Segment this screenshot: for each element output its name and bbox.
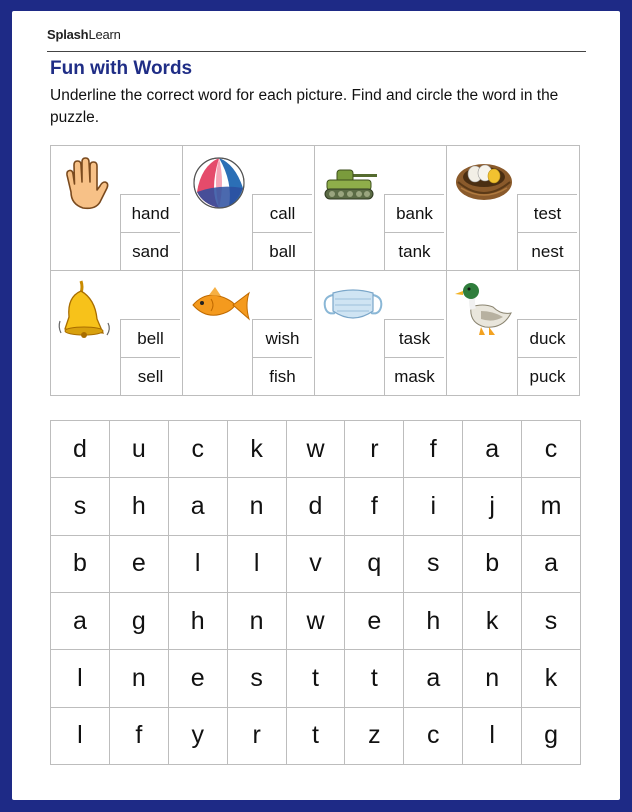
puzzle-letter-cell[interactable]: l — [51, 650, 110, 707]
puzzle-letter-cell[interactable]: n — [463, 650, 522, 707]
puzzle-letter-cell[interactable]: c — [169, 421, 228, 478]
puzzle-letter-cell[interactable]: n — [228, 478, 287, 535]
puzzle-letter-cell[interactable]: q — [345, 536, 404, 593]
picture-cell — [183, 271, 315, 396]
mask-icon — [321, 277, 383, 341]
puzzle-letter-cell[interactable]: g — [110, 593, 169, 650]
puzzle-letter-cell[interactable]: t — [287, 708, 346, 765]
picture-cell — [447, 271, 579, 396]
word-option[interactable]: bank — [385, 195, 444, 233]
puzzle-letter-cell[interactable]: e — [169, 650, 228, 707]
puzzle-letter-cell[interactable]: u — [110, 421, 169, 478]
puzzle-letter-cell[interactable]: k — [522, 650, 581, 707]
puzzle-letter-cell[interactable]: c — [404, 708, 463, 765]
puzzle-letter-cell[interactable]: c — [522, 421, 581, 478]
worksheet-page — [12, 11, 620, 800]
picture-cell — [183, 146, 315, 271]
puzzle-letter-cell[interactable]: b — [463, 536, 522, 593]
puzzle-letter-cell[interactable]: f — [404, 421, 463, 478]
brand-logo: SplashLearn — [47, 27, 121, 42]
puzzle-letter-cell[interactable]: h — [110, 478, 169, 535]
puzzle-letter-cell[interactable]: h — [404, 593, 463, 650]
puzzle-letter-cell[interactable]: y — [169, 708, 228, 765]
word-option[interactable]: hand — [121, 195, 180, 233]
puzzle-letter-cell[interactable]: f — [345, 478, 404, 535]
header-divider — [47, 51, 586, 52]
puzzle-letter-cell[interactable]: a — [169, 478, 228, 535]
word-option[interactable]: nest — [518, 233, 577, 271]
bell-icon — [57, 277, 119, 341]
word-option[interactable]: duck — [518, 320, 577, 358]
picture-cell — [51, 146, 183, 271]
picture-cell — [315, 271, 447, 396]
word-search-puzzle — [50, 420, 581, 765]
puzzle-letter-cell[interactable]: s — [228, 650, 287, 707]
puzzle-letter-cell[interactable]: g — [522, 708, 581, 765]
puzzle-letter-cell[interactable]: n — [228, 593, 287, 650]
picture-cell — [315, 146, 447, 271]
puzzle-letter-cell[interactable]: s — [404, 536, 463, 593]
duck-icon — [453, 277, 515, 341]
puzzle-letter-cell[interactable]: h — [169, 593, 228, 650]
word-option[interactable]: fish — [253, 358, 312, 396]
puzzle-letter-cell[interactable]: l — [169, 536, 228, 593]
puzzle-letter-cell[interactable]: a — [404, 650, 463, 707]
word-option[interactable]: bell — [121, 320, 180, 358]
word-option[interactable]: sell — [121, 358, 180, 396]
picture-cell — [447, 146, 579, 271]
puzzle-letter-cell[interactable]: k — [228, 421, 287, 478]
word-option[interactable]: call — [253, 195, 312, 233]
word-option[interactable]: ball — [253, 233, 312, 271]
word-option[interactable]: test — [518, 195, 577, 233]
instructions-text: Underline the correct word for each picture. Find and circle the word in the puzzle. — [50, 87, 559, 126]
puzzle-letter-cell[interactable]: a — [522, 536, 581, 593]
puzzle-letter-cell[interactable]: t — [287, 650, 346, 707]
word-option[interactable]: mask — [385, 358, 444, 396]
puzzle-letter-cell[interactable]: s — [51, 478, 110, 535]
puzzle-letter-cell[interactable]: l — [463, 708, 522, 765]
word-option[interactable]: task — [385, 320, 444, 358]
puzzle-letter-cell[interactable]: e — [110, 536, 169, 593]
word-option[interactable]: puck — [518, 358, 577, 396]
puzzle-letter-cell[interactable]: d — [51, 421, 110, 478]
nest-icon — [453, 152, 515, 216]
puzzle-letter-cell[interactable]: z — [345, 708, 404, 765]
word-option[interactable]: sand — [121, 233, 180, 271]
picture-cell — [51, 271, 183, 396]
word-option[interactable]: wish — [253, 320, 312, 358]
puzzle-letter-cell[interactable]: m — [522, 478, 581, 535]
puzzle-letter-cell[interactable]: j — [463, 478, 522, 535]
puzzle-letter-cell[interactable]: r — [345, 421, 404, 478]
puzzle-letter-cell[interactable]: t — [345, 650, 404, 707]
page-title: Fun with Words — [50, 58, 193, 79]
tank-icon — [321, 152, 383, 216]
puzzle-letter-cell[interactable]: l — [51, 708, 110, 765]
puzzle-letter-cell[interactable]: s — [522, 593, 581, 650]
puzzle-letter-cell[interactable]: d — [287, 478, 346, 535]
puzzle-letter-cell[interactable]: a — [51, 593, 110, 650]
fish-icon — [189, 277, 251, 341]
puzzle-letter-cell[interactable]: w — [287, 593, 346, 650]
puzzle-letter-cell[interactable]: i — [404, 478, 463, 535]
puzzle-letter-cell[interactable]: f — [110, 708, 169, 765]
puzzle-letter-cell[interactable]: r — [228, 708, 287, 765]
puzzle-letter-cell[interactable]: v — [287, 536, 346, 593]
picture-word-grid — [50, 145, 580, 396]
hand-icon — [57, 152, 119, 216]
beach-ball-icon — [189, 152, 251, 216]
puzzle-letter-cell[interactable]: n — [110, 650, 169, 707]
puzzle-letter-cell[interactable]: k — [463, 593, 522, 650]
puzzle-letter-cell[interactable]: l — [228, 536, 287, 593]
puzzle-letter-cell[interactable]: a — [463, 421, 522, 478]
puzzle-letter-cell[interactable]: w — [287, 421, 346, 478]
puzzle-letter-cell[interactable]: e — [345, 593, 404, 650]
word-option[interactable]: tank — [385, 233, 444, 271]
puzzle-letter-cell[interactable]: b — [51, 536, 110, 593]
